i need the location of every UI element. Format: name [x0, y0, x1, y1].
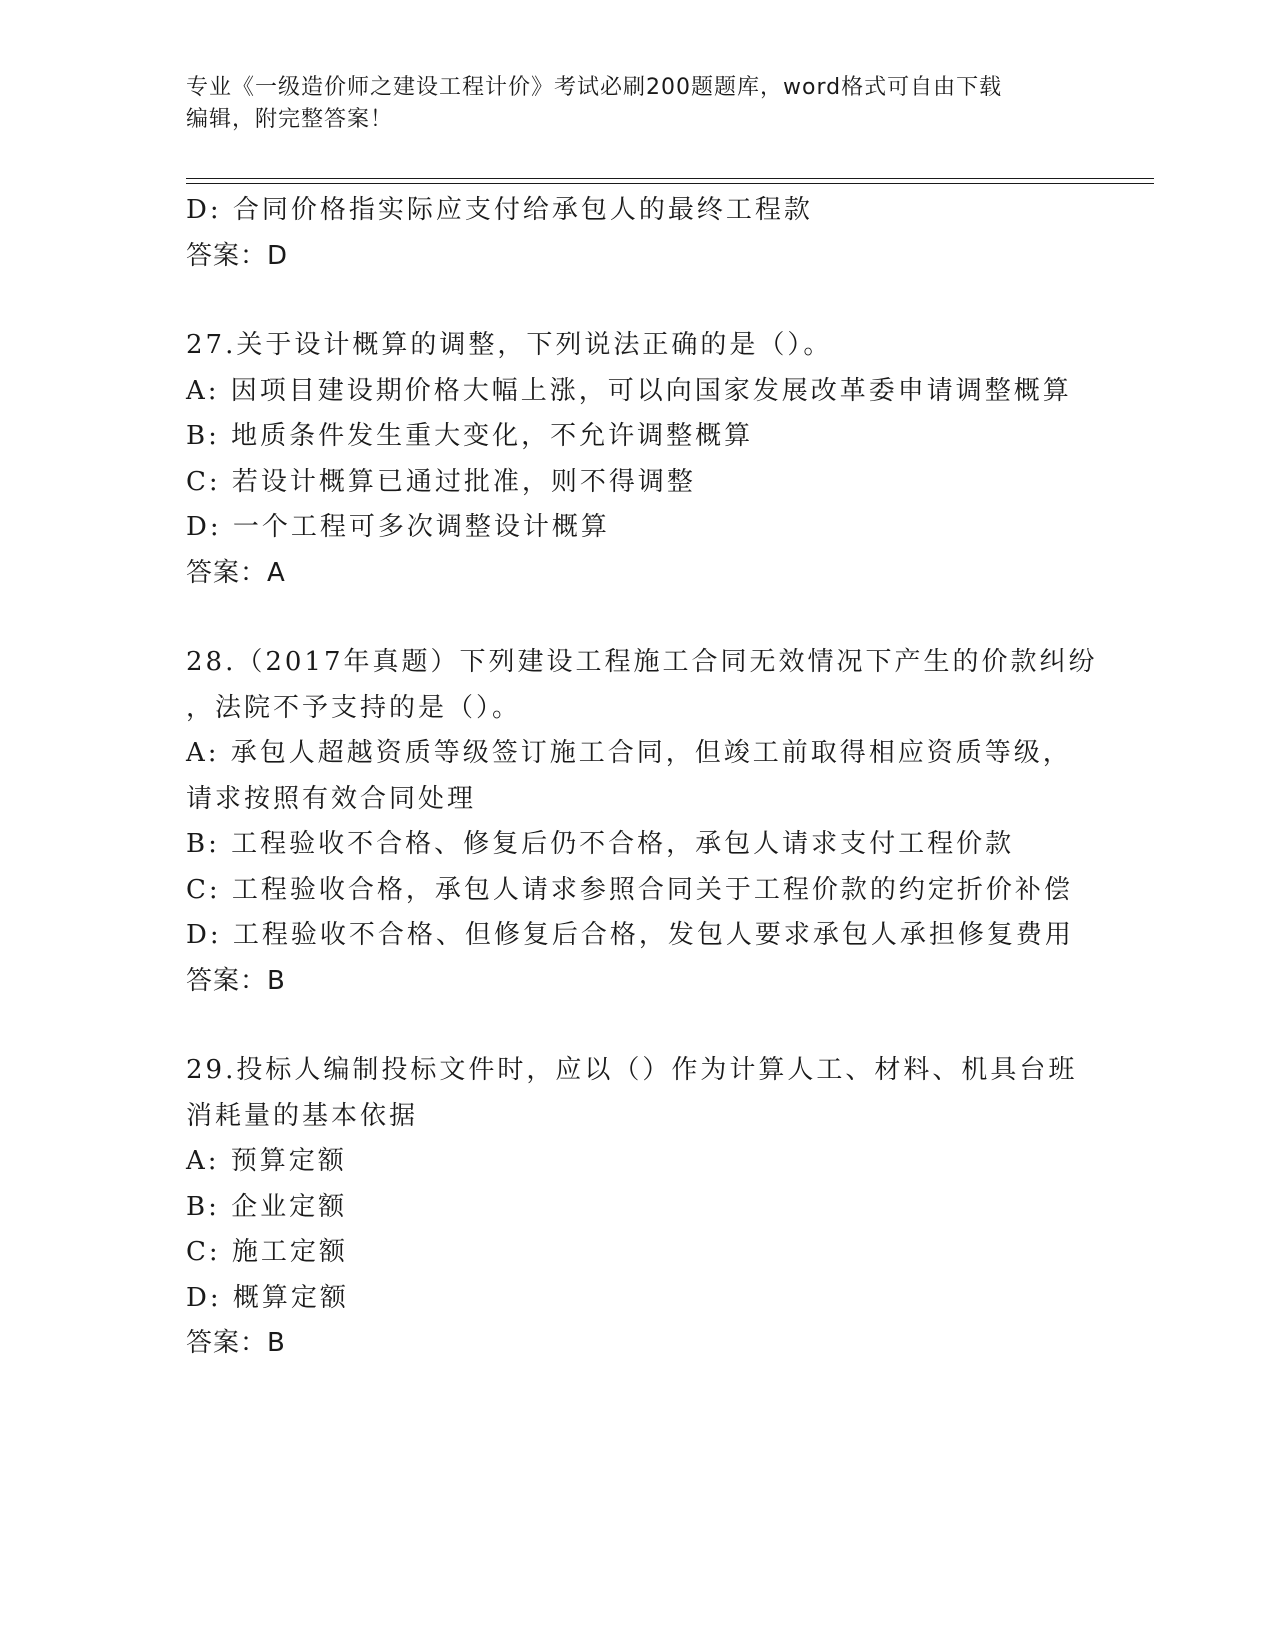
question-stem-line-1: 28.（2017年真题）下列建设工程施工合同无效情况下产生的价款纠纷: [186, 647, 1098, 677]
spacer: [186, 596, 1086, 640]
option-a: A: 预算定额: [186, 1146, 347, 1176]
spacer: [186, 279, 1086, 323]
option-b: B: 企业定额: [186, 1191, 348, 1222]
option-c: C: 施工定额: [186, 1237, 348, 1267]
header-line-1: 专业《一级造价师之建设工程计价》考试必刷200题题库，word格式可自由下载: [186, 75, 1003, 100]
header-divider-bottom: [186, 183, 1154, 184]
question-29: [186, 1048, 1086, 1367]
option-a-line-2: 请求按照有效合同处理: [186, 783, 477, 814]
option-d: D: 一个工程可多次调整设计概算: [186, 512, 610, 542]
answer: 答案：D: [186, 240, 289, 271]
option-c: C: 若设计概算已通过批准，则不得调整: [186, 466, 696, 497]
option-b: B: 地质条件发生重大变化，不允许调整概算: [186, 421, 754, 451]
spacer: [186, 1004, 1086, 1048]
question-26-tail: [186, 188, 1086, 279]
question-stem: 27.关于设计概算的调整，下列说法正确的是（）。: [186, 330, 833, 360]
answer: 答案：A: [186, 557, 286, 588]
question-28: [186, 640, 1098, 1004]
question-stem-line-2: 消耗量的基本依据: [186, 1100, 419, 1131]
option-d: D: 概算定额: [186, 1282, 349, 1313]
option-d: D: 合同价格指实际应支付给承包人的最终工程款: [186, 195, 813, 225]
document-header: [186, 72, 1086, 136]
option-a-line-1: A: 承包人超越资质等级签订施工合同，但竣工前取得相应资质等级，: [186, 738, 1072, 768]
option-c: C: 工程验收合格，承包人请求参照合同关于工程价款的约定折价补偿: [186, 874, 1073, 905]
option-b: B: 工程验收不合格、修复后仍不合格，承包人请求支付工程价款: [186, 829, 1015, 859]
question-list: [186, 188, 1098, 1367]
option-d: D: 工程验收不合格、但修复后合格，发包人要求承包人承担修复费用: [186, 920, 1074, 950]
option-a: A: 因项目建设期价格大幅上涨，可以向国家发展改革委申请调整概算: [186, 375, 1072, 406]
header-line-2: 编辑，附完整答案！: [186, 107, 394, 132]
answer: 答案：B: [186, 965, 286, 996]
question-stem-line-1: 29.投标人编制投标文件时，应以（）作为计算人工、材料、机具台班: [186, 1055, 1078, 1085]
question-27: [186, 323, 1086, 596]
question-stem-line-2: ，法院不予支持的是（）。: [186, 692, 522, 723]
header-divider-top: [186, 178, 1154, 179]
answer: 答案：B: [186, 1328, 286, 1358]
